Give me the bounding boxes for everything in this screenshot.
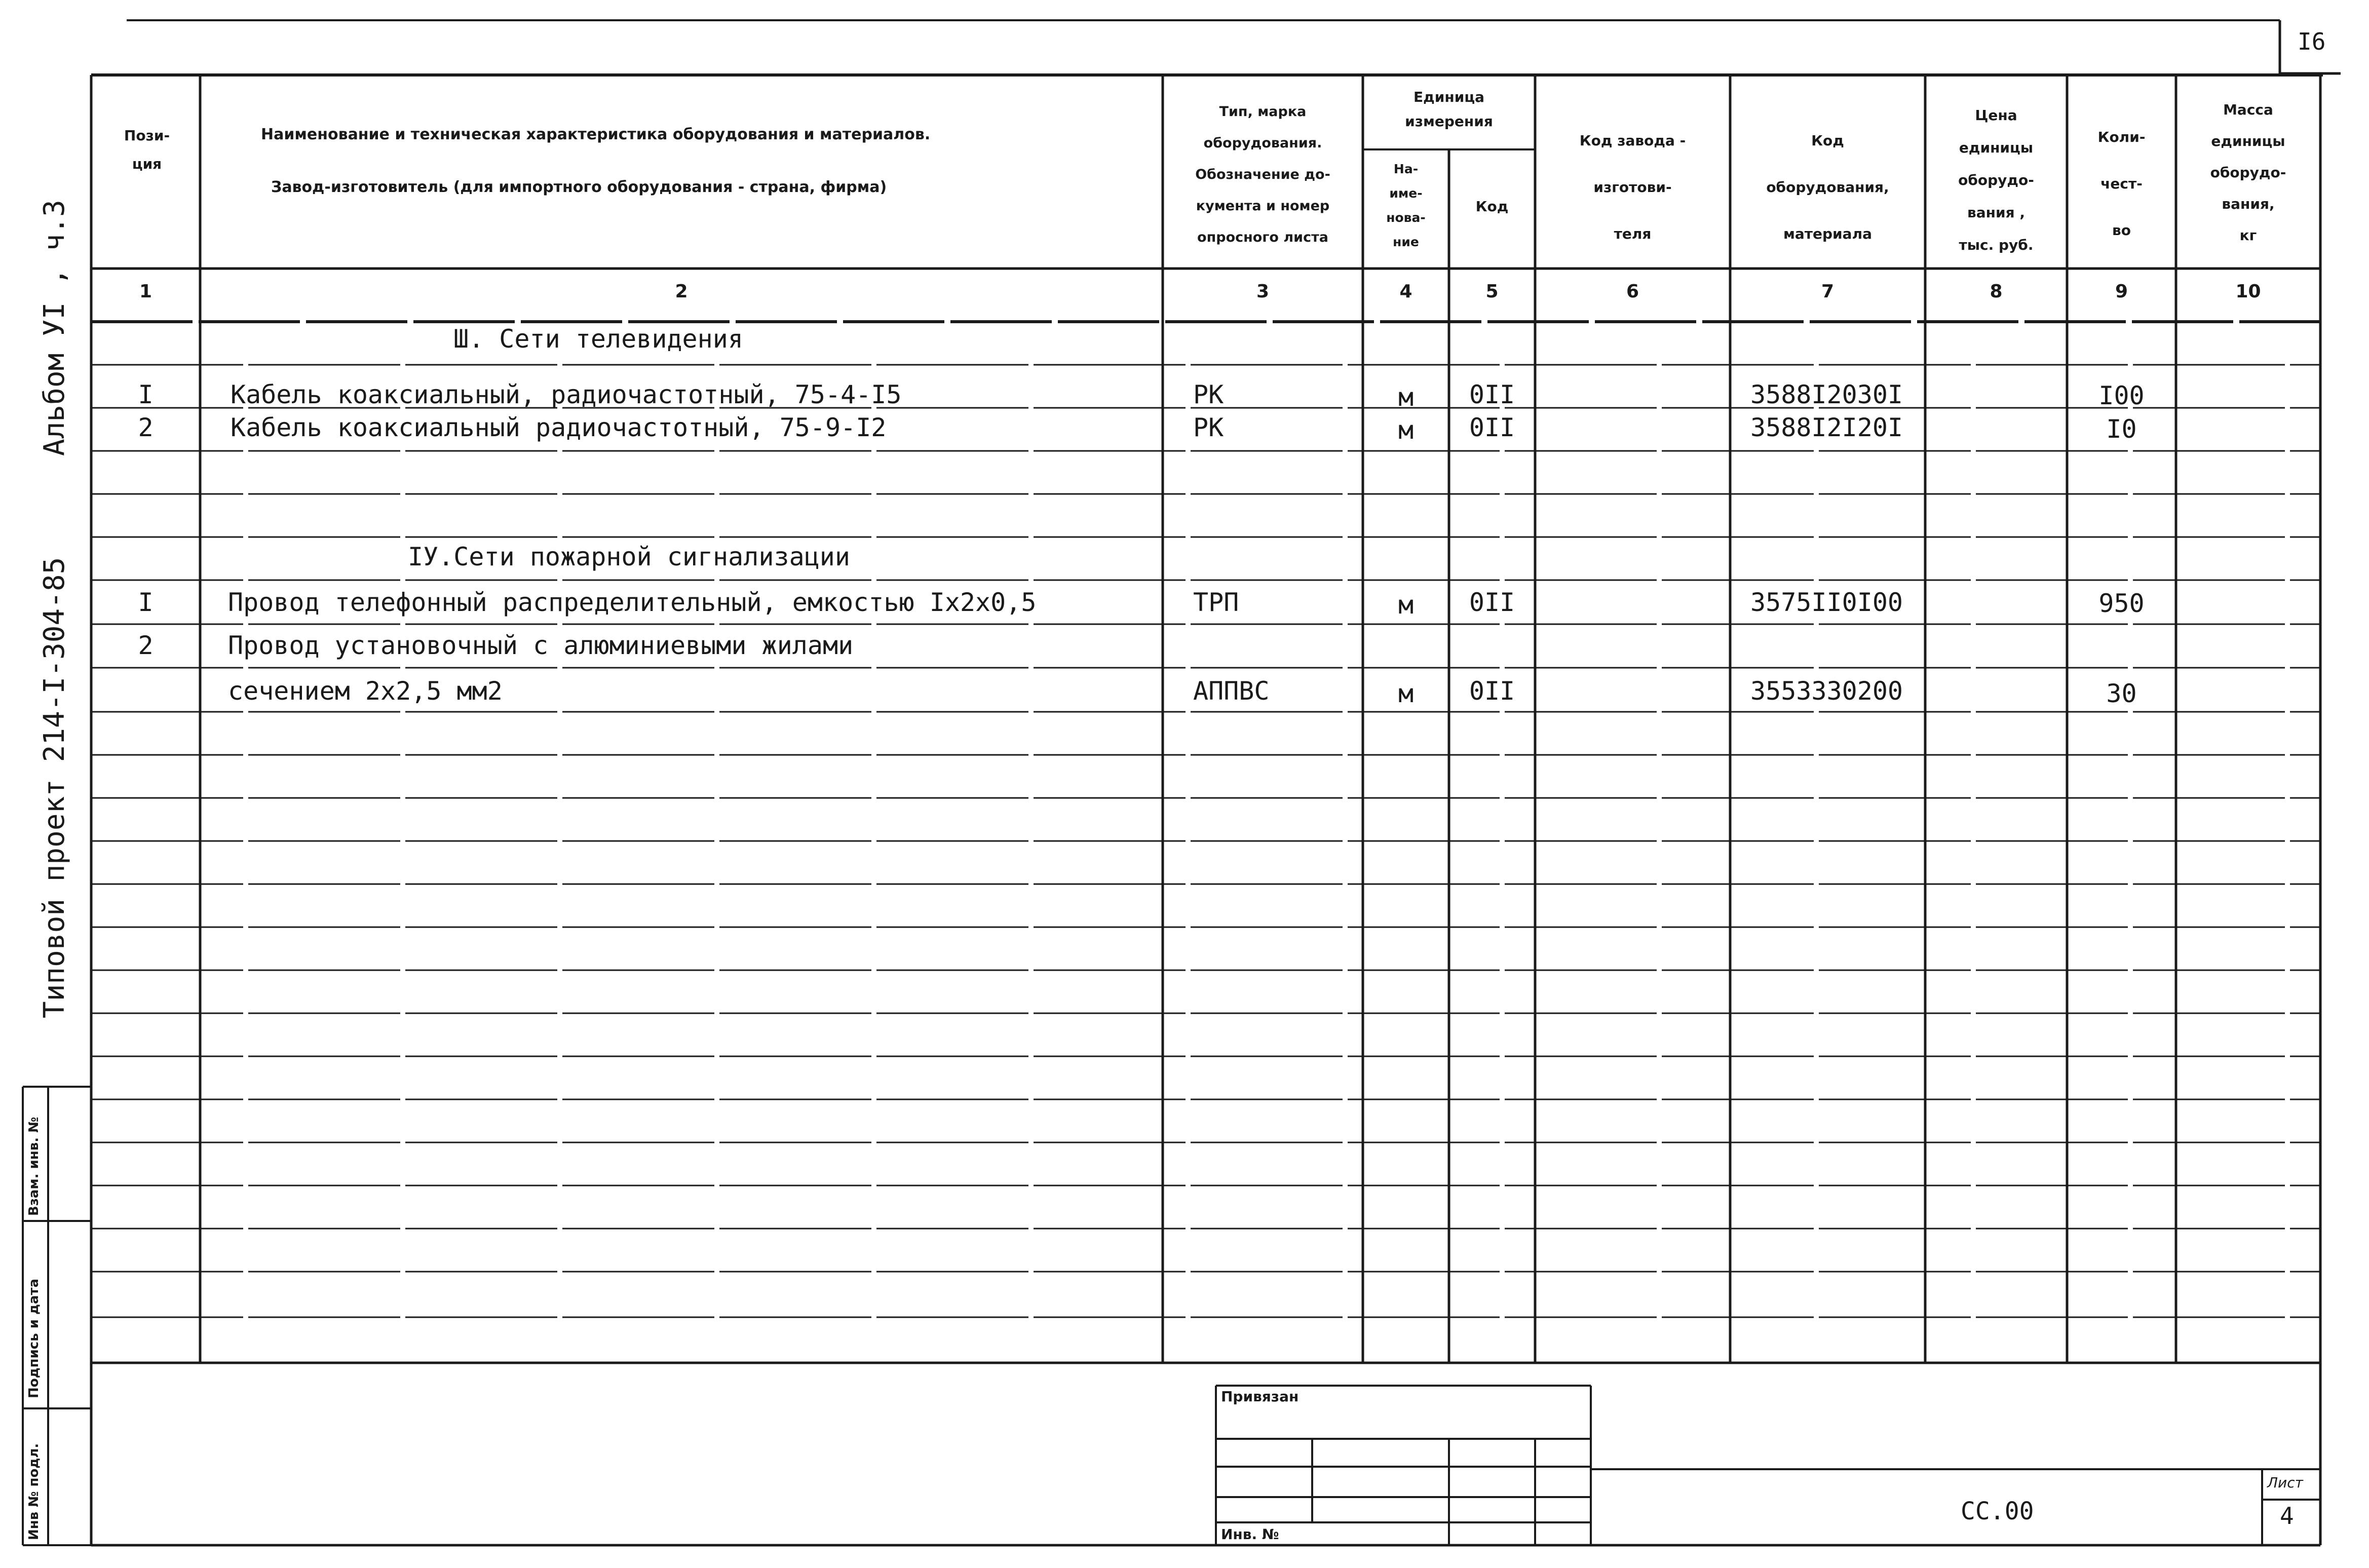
colnum-5: 5 [1485, 281, 1499, 302]
project-label: Типовой проект 214-I-304-85 [38, 557, 71, 1018]
stamp-vzam-inv: Взам. инв. № [26, 1117, 42, 1216]
table-row-qty: 950 [2098, 589, 2145, 618]
table-row-unit-code: 0II [1469, 413, 1515, 442]
colnum-7: 7 [1821, 281, 1835, 302]
table-row-unit: м [1398, 415, 1414, 445]
colnum-10: 10 [2235, 281, 2261, 302]
colnum-2: 2 [675, 281, 688, 302]
header-col5: Код [1475, 198, 1509, 215]
table-row-pos: 2 [138, 631, 154, 660]
table-row-qty: I0 [2106, 414, 2137, 444]
table-row-type: РК [1193, 413, 1224, 442]
table-row-type: ТРП [1193, 588, 1239, 617]
table-row-name: Кабель коаксиальный, радиочастотный, 75-4-I5 [231, 380, 902, 409]
header-col6: Код завода - изготови- теля [1579, 132, 1686, 242]
header-col3: Тип, марка оборудования. Обозначение до- кумента и номер опросного листа [1195, 104, 1330, 245]
section-heading-tv: Ш. Сети телевидения [453, 324, 743, 354]
table-row-type: РК [1193, 380, 1224, 409]
table-row-pos: I [138, 588, 154, 617]
colnum-8: 8 [1990, 281, 2003, 302]
sheet-number: 4 [2280, 1502, 2294, 1529]
table-row-unit: м [1398, 590, 1414, 620]
stamp-inv: Инв. № [1221, 1526, 1279, 1543]
table-row-unit-code: 0II [1469, 380, 1515, 409]
table-row-pos: 2 [138, 413, 154, 442]
header-col2-line1: Наименование и техническая характеристика оборудования и материалов. [261, 126, 931, 143]
table-row-name: Провод телефонный распределительный, емкостью Iх2х0,5 [228, 588, 1037, 617]
table-row-unit-code: 0II [1469, 588, 1515, 617]
sheet-label: Лист [2267, 1474, 2303, 1491]
colnum-9: 9 [2115, 281, 2128, 302]
colnum-6: 6 [1626, 281, 1639, 302]
table-row-unit: м [1398, 383, 1414, 412]
album-label: Альбом УI , ч.3 [38, 200, 71, 456]
table-row-qty: I00 [2098, 381, 2145, 410]
table-row-name: Кабель коаксиальный радиочастотный, 75-9-I2 [231, 413, 887, 442]
header-col8: Цена единицы оборудо- вания , тыс. руб. [1958, 107, 2034, 253]
colnum-3: 3 [1256, 281, 1270, 302]
header-col7: Код оборудования, материала [1766, 132, 1889, 242]
table-row-equip-code: 3575II0I00 [1750, 588, 1903, 617]
table-row-unit-code: 0II [1469, 676, 1515, 706]
colnum-4: 4 [1399, 281, 1412, 302]
stamp-tied: Привязан [1221, 1388, 1299, 1405]
page-number: I6 [2298, 28, 2326, 55]
header-col4: На- име- нова- ние [1386, 162, 1426, 249]
table-row-name: сечением 2х2,5 мм2 [228, 676, 503, 706]
document-code: СС.00 [1961, 1497, 2034, 1525]
colnum-1: 1 [139, 281, 152, 302]
table-row-equip-code: 3588I2I20I [1750, 413, 1903, 442]
header-col2-line2: Завод-изготовитель (для импортного оборудования - страна, фирма) [271, 178, 887, 196]
section-heading-fire-alarm: IУ.Сети пожарной сигнализации [408, 542, 850, 571]
table-row-name: Провод установочный с алюминиевыми жилами [228, 631, 854, 660]
header-unit-group: Единица измерения [1405, 89, 1493, 130]
table-row-equip-code: 3553330200 [1750, 676, 1903, 706]
table-row-equip-code: 3588I2030I [1750, 380, 1903, 409]
table-row-type: АППВС [1193, 676, 1270, 706]
stamp-inv-podl: Инв № подл. [26, 1443, 42, 1540]
table-row-unit: м [1398, 679, 1414, 708]
header-col9: Коли- чест- во [2097, 129, 2146, 239]
header-col1: Пози- ция [124, 127, 170, 172]
table-row-pos: I [138, 380, 154, 409]
table-row-qty: 30 [2106, 679, 2137, 708]
header-col10: Масса единицы оборудо- вания, кг [2210, 101, 2286, 244]
stamp-signature-date: Подпись и дата [26, 1278, 42, 1398]
